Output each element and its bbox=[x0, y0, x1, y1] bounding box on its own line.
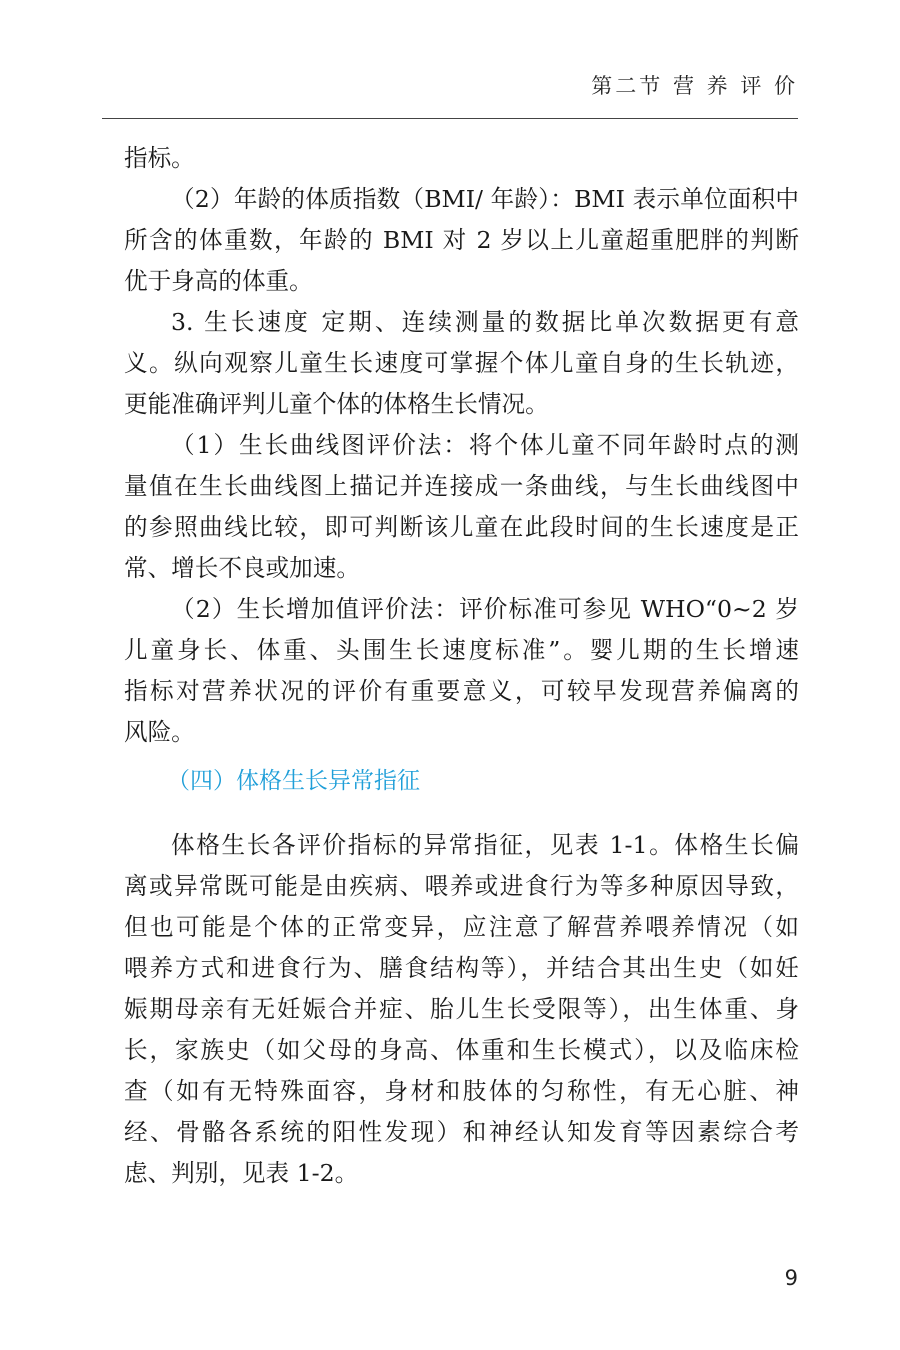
body-line: 义。纵向观察儿童生长速度可掌握个体儿童自身的生长轨迹， bbox=[124, 349, 799, 377]
body-line: 但也可能是个体的正常变异，应注意了解营养喂养情况（如 bbox=[124, 913, 799, 941]
body-line: 体格生长各评价指标的异常指征，见表 1-1。体格生长偏 bbox=[171, 831, 799, 859]
body-line: 离或异常既可能是由疾病、喂养或进食行为等多种原因导致， bbox=[124, 872, 799, 900]
body-line: 喂养方式和进食行为、膳食结构等），并结合其出生史（如妊 bbox=[124, 954, 799, 982]
body-line: （1）生长曲线图评价法：将个体儿童不同年龄时点的测 bbox=[171, 431, 799, 459]
body-line: （2）年龄的体质指数（BMI/ 年龄）：BMI 表示单位面积中 bbox=[171, 185, 799, 213]
body-line: 查（如有无特殊面容，身材和肢体的匀称性，有无心脏、神 bbox=[124, 1077, 799, 1105]
header-rule bbox=[102, 118, 798, 119]
body-line: 娠期母亲有无妊娠合并症、胎儿生长受限等），出生体重、身 bbox=[124, 995, 799, 1023]
body-line: 虑、判别，见表 1-2。 bbox=[124, 1159, 359, 1187]
page-number: 9 bbox=[784, 1266, 798, 1290]
body-line: （2）生长增加值评价法：评价标准可参见 WHO“0~2 岁 bbox=[171, 595, 799, 623]
body-line: 指标。 bbox=[124, 144, 195, 172]
body-line: 3. 生长速度 定期、连续测量的数据比单次数据更有意 bbox=[171, 308, 799, 336]
body-line: 优于身高的体重。 bbox=[124, 267, 313, 295]
section-subheading: （四）体格生长异常指征 bbox=[167, 768, 420, 794]
body-line: 儿童身长、体重、头围生长速度标准”。婴儿期的生长增速 bbox=[124, 636, 799, 664]
body-line: 长，家族史（如父母的身高、体重和生长模式），以及临床检 bbox=[124, 1036, 799, 1064]
body-line: 量值在生长曲线图上描记并连接成一条曲线，与生长曲线图中 bbox=[124, 472, 799, 500]
body-line: 更能准确评判儿童个体的体格生长情况。 bbox=[124, 390, 549, 418]
running-head: 第二节 营 养 评 价 bbox=[591, 74, 798, 98]
body-line: 常、增长不良或加速。 bbox=[124, 554, 360, 582]
body-line: 经、骨骼各系统的阳性发现）和神经认知发育等因素综合考 bbox=[124, 1118, 799, 1146]
body-line: 的参照曲线比较，即可判断该儿童在此段时间的生长速度是正 bbox=[124, 513, 799, 541]
body-line: 所含的体重数，年龄的 BMI 对 2 岁以上儿童超重肥胖的判断 bbox=[124, 226, 799, 254]
body-line: 指标对营养状况的评价有重要意义，可较早发现营养偏离的 bbox=[124, 677, 799, 705]
body-line: 风险。 bbox=[124, 718, 195, 746]
